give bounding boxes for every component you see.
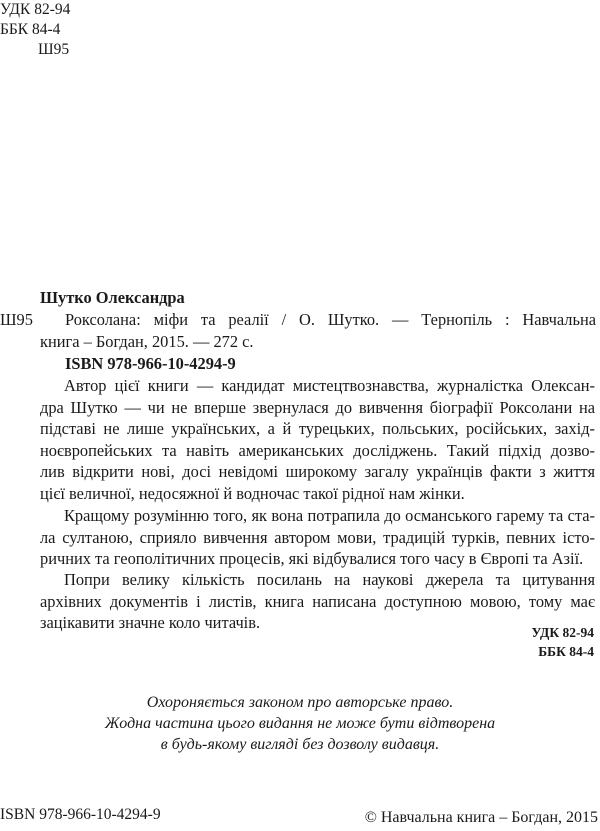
isbn-record: ISBN 978-966-10-4294-9 (65, 354, 236, 373)
annotation-paragraph-2: Кращому розумінню того, як вона потрапила до османського гарему та ста- ла султаною, сприяло вивчення автором мови, традицій турків, певних істо- ричних та геополітичних процесів, які відбувалися того часу в Європі та Азії. (40, 506, 595, 568)
copyright-line-3: в будь-якому вигляді без дозволу видавця. (160, 736, 440, 753)
footer-publisher: © Навчальна книга – Богдан, 2015 (364, 809, 598, 826)
bbk-index-right: ББК 84-4 (538, 644, 594, 659)
annotation-paragraph-3: Попри велику кількість посилань на наукові джерела та цитування архівних документів і листів, книга написана доступною мовою, тому має зацікавити значне коло читачів. (40, 570, 595, 632)
copyright-line-2: Жодна частина цього видання не може бути відтворена (104, 715, 496, 732)
udk-code: УДК 82-94 (0, 1, 71, 18)
footer-isbn: ISBN 978-966-10-4294-9 (0, 806, 161, 823)
author-name: Шутко Олександра (40, 288, 185, 307)
copyright-line-1: Охороняється законом про авторське право. (146, 694, 454, 711)
title-line-2: книга – Богдан, 2015. — 272 с. (40, 332, 254, 351)
bib-mark: Ш95 (0, 310, 33, 329)
annotation-paragraph-1: Автор цієї книги — кандидат мистецтвознавства, журналістка Олексан- дра Шутко — чи не вперше звернулася до вивчення біографії Роксолани на підставі не лише українських, а й турецьких, польських, російських, захід- ноєвропейських та навіть американських досліджень. Такий підхід дозво- лив відкрити нові, досі невідомі широкому загалу українців факти з життя цієї величної, недосяжної й водночас такої рідної нам жінки. (40, 376, 595, 503)
author-mark: Ш95 (38, 41, 70, 58)
bbk-code: ББК 84-4 (0, 21, 61, 38)
udk-index-right: УДК 82-94 (531, 625, 594, 640)
title-line-1: Роксолана: міфи та реалії / О. Шутко. — Тернопіль : Навчальна (65, 310, 596, 329)
